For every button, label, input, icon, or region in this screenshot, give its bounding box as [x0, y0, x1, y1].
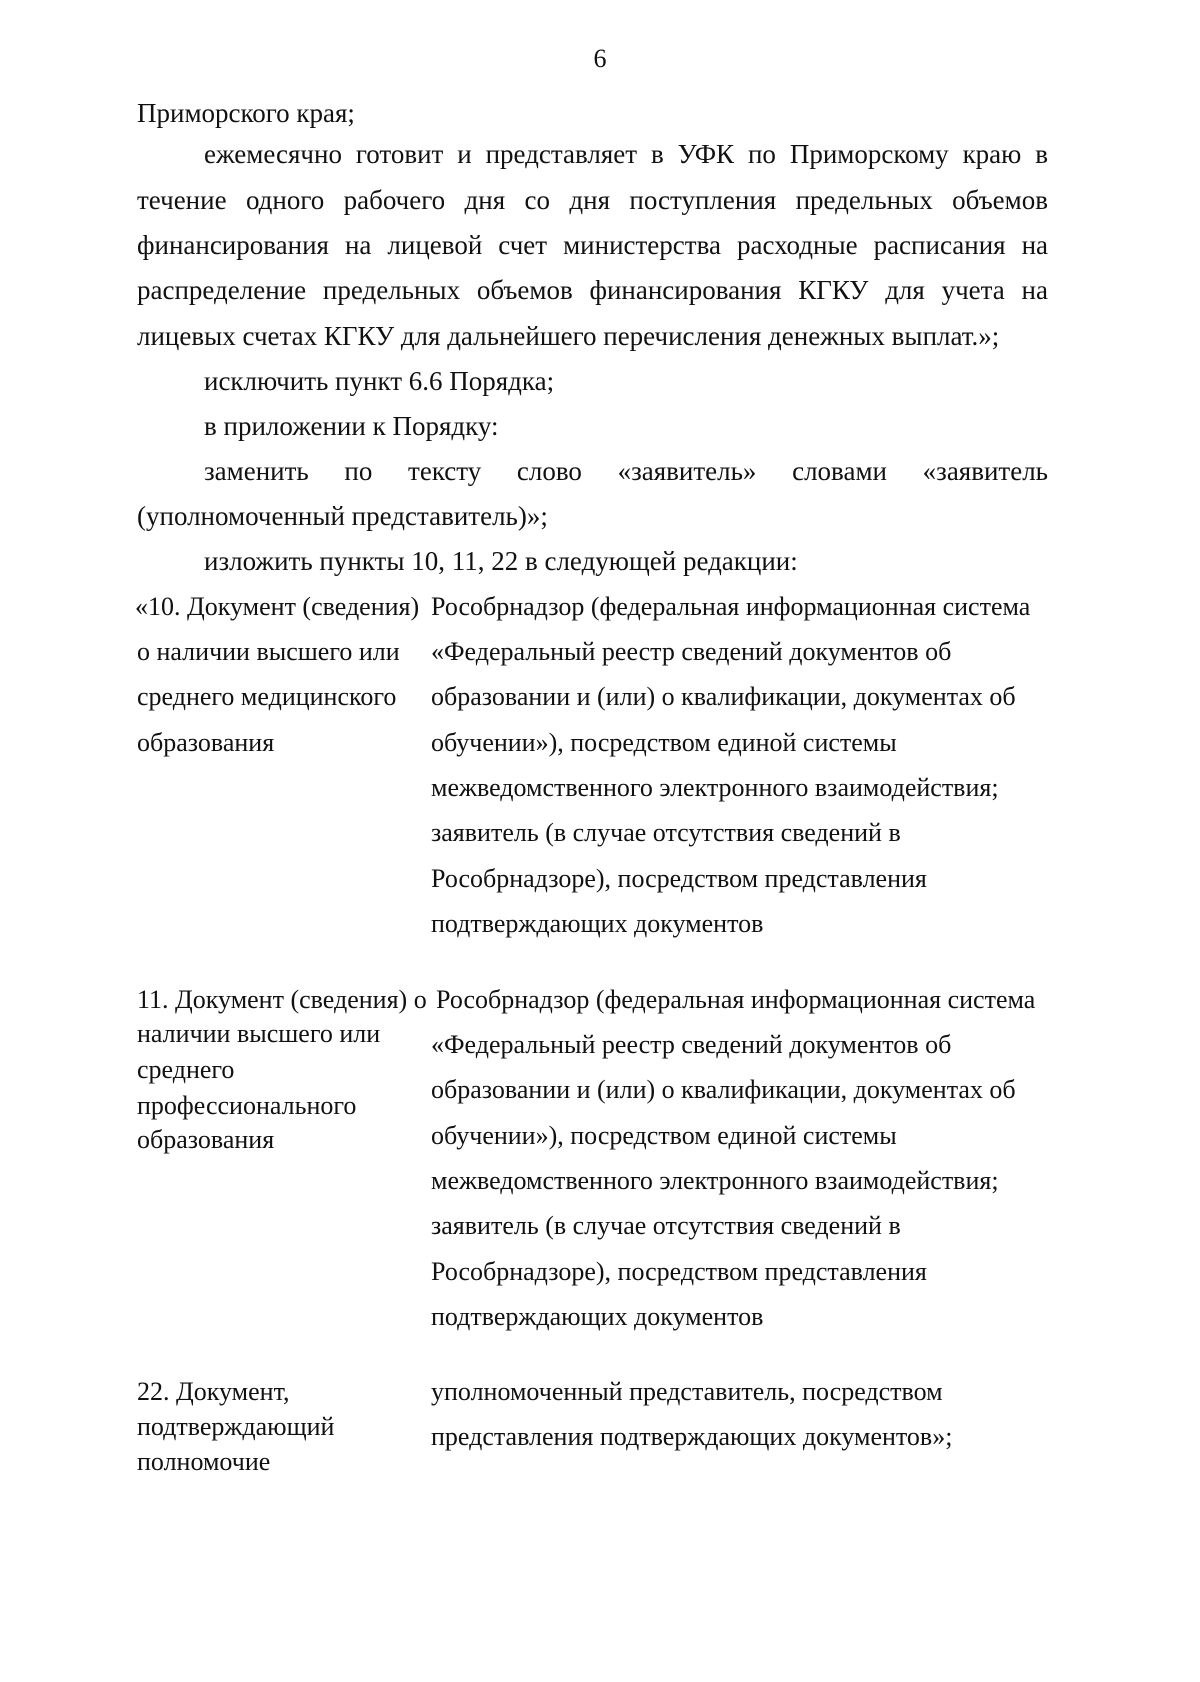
paragraph-line: распределение предельных объемов финансирования КГКУ для учета на	[137, 275, 1048, 305]
row-value-line: подтверждающих документов	[431, 909, 764, 938]
paragraph-line: Приморского края;	[137, 98, 355, 128]
paragraph-line: исключить пункт 6.6 Порядка;	[204, 366, 555, 396]
row-value-line: «Федеральный реестр сведений документов об	[431, 637, 952, 666]
row-value-line: Рособрнадзоре), посредством представления	[431, 1257, 927, 1286]
row-value-line: заявитель (в случае отсутствия сведений в	[431, 818, 901, 847]
row-value-line: образовании и (или) о квалификации, документах об	[431, 682, 1016, 711]
row-value-line: образовании и (или) о квалификации, документах об	[431, 1075, 1016, 1104]
row-value-line: «Федеральный реестр сведений документов об	[431, 1030, 952, 1059]
row-value-line: межведомственного электронного взаимодействия;	[431, 773, 999, 802]
row-value-line: Рособрнадзор (федеральная информационная система	[436, 985, 1036, 1014]
row-label-line: 22. Документ,	[137, 1377, 290, 1406]
row-label-line: среднего медицинского	[137, 682, 397, 711]
paragraph-line: лицевых счетах КГКУ для дальнейшего перечисления денежных выплат.»;	[137, 321, 1000, 351]
row-value-line: заявитель (в случае отсутствия сведений в	[431, 1211, 901, 1240]
row-value-line: межведомственного электронного взаимодействия;	[431, 1166, 999, 1195]
page-number: 6	[593, 44, 607, 73]
paragraph-line: ежемесячно готовит и представляет в УФК по Приморскому краю в	[204, 139, 1048, 169]
row-value-line: обучении»), посредством единой системы	[431, 1121, 897, 1150]
paragraph-line: заменить по тексту слово «заявитель» словами «заявитель	[204, 456, 1048, 486]
row-value-line: уполномоченный представитель, посредством	[431, 1377, 943, 1406]
row-label-line: наличии высшего или	[137, 1019, 381, 1048]
paragraph-line: течение одного рабочего дня со дня поступления предельных объемов	[137, 185, 1048, 215]
row-label-line: о наличии высшего или	[137, 637, 400, 666]
row-label-line: «10. Документ (сведения)	[135, 592, 420, 621]
row-label-line: образования	[137, 1125, 275, 1154]
row-label-line: профессионального	[137, 1091, 357, 1120]
row-value-line: подтверждающих документов	[431, 1302, 764, 1331]
paragraph-line: изложить пункты 10, 11, 22 в следующей редакции:	[204, 546, 798, 576]
paragraph-line: финансирования на лицевой счет министерства расходные расписания на	[137, 230, 1048, 260]
row-value-line: Рособрнадзор (федеральная информационная система	[431, 592, 1031, 621]
row-label-line: подтверждающий	[137, 1412, 335, 1441]
row-value-line: обучении»), посредством единой системы	[431, 728, 897, 757]
paragraph-line: (уполномоченный представитель)»;	[137, 501, 548, 531]
row-label-line: образования	[137, 728, 275, 757]
row-value-line: представления подтверждающих документов»;	[431, 1422, 953, 1451]
row-label-line: 11. Документ (сведения) о	[137, 985, 427, 1014]
paragraph-line: в приложении к Порядку:	[204, 411, 499, 441]
row-label-line: полномочие	[137, 1447, 271, 1476]
row-value-line: Рособрнадзоре), посредством представления	[431, 864, 927, 893]
row-label-line: среднего	[137, 1055, 235, 1084]
